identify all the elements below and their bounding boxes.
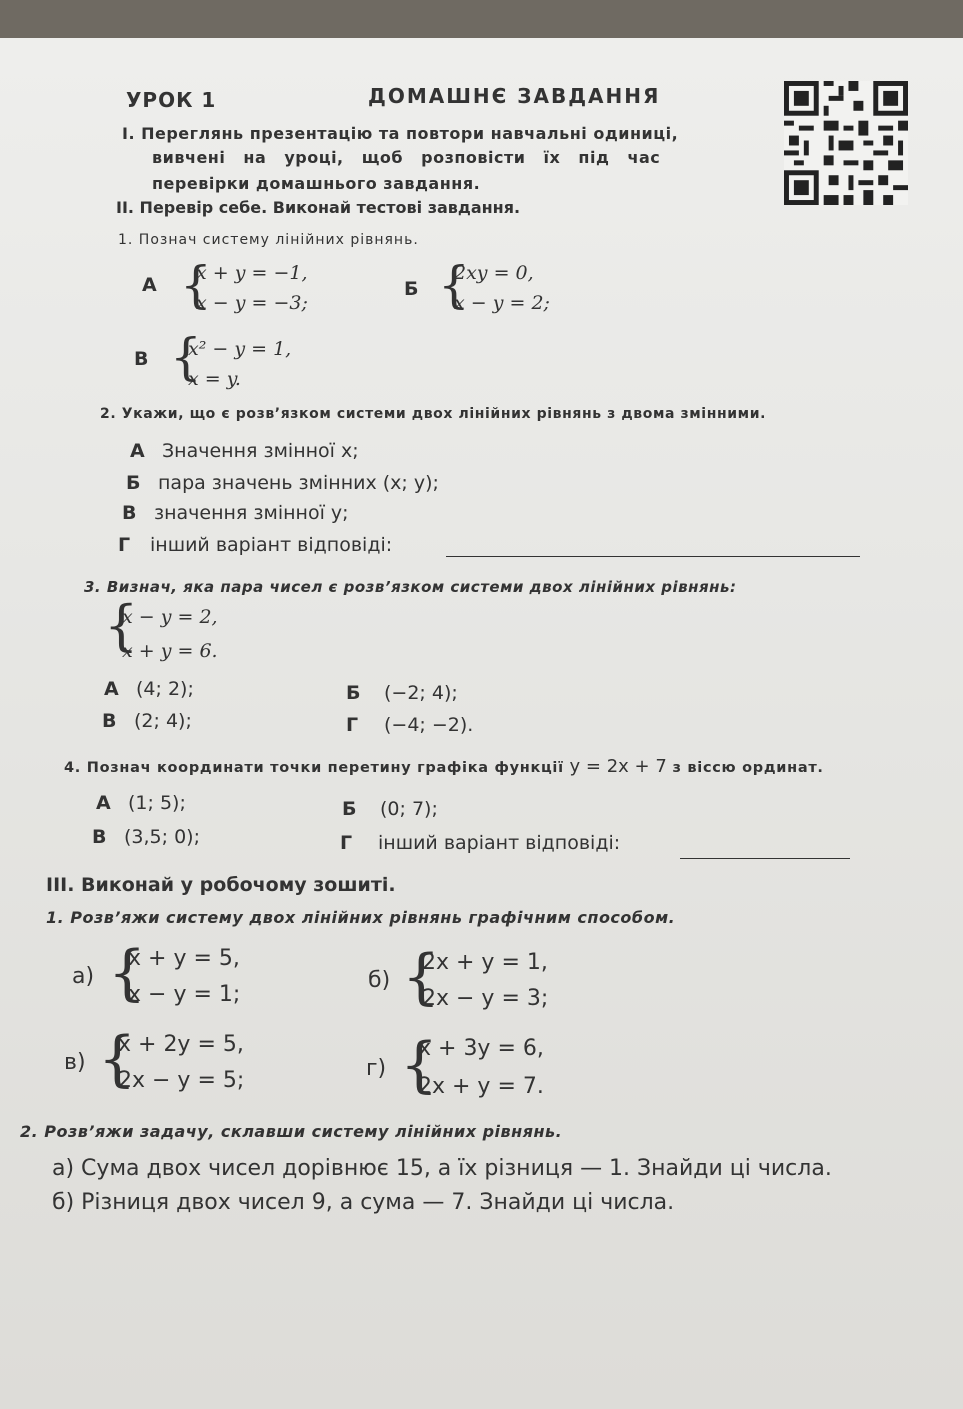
- work1-system-a-label: а): [72, 964, 95, 989]
- work1-system-g-eq2: 2x + y = 7.: [418, 1074, 544, 1099]
- task3-option-v: [102, 710, 192, 732]
- brace: {: [104, 594, 139, 657]
- task1-option-v-eq1: x² − y = 1,: [188, 338, 292, 360]
- task3-option-g: [346, 714, 473, 736]
- section1-line2: вивчені на уроці, щоб розповісти їх під час: [152, 148, 661, 167]
- task4-prompt-end: з віссю ординат.: [672, 760, 824, 776]
- task4-option-b: [342, 798, 438, 820]
- brace: {: [180, 256, 212, 314]
- work2-item-a: а) Сума двох чисел дорівнює 15, а їх різниця — 1. Знайди ці числа.: [52, 1156, 832, 1181]
- work1-system-b-label: б): [368, 968, 391, 993]
- brace: {: [438, 256, 470, 314]
- task4-prompt-start: 4. Познач координати точки перетину графіка функції: [64, 760, 564, 776]
- answer-line[interactable]: [446, 556, 860, 557]
- option-text: Значення змінної x;: [162, 440, 359, 462]
- brace: {: [402, 942, 441, 1012]
- option-text: пара значень змінних (x; y);: [158, 472, 439, 494]
- option-text: (0; 7);: [380, 798, 438, 820]
- task1-option-v-letter: В: [134, 348, 149, 370]
- task4-prompt: [64, 756, 824, 777]
- task3-option-a: [104, 678, 194, 700]
- section2-title: ІІ. Перевір себе. Виконай тестові завдання.: [116, 198, 521, 217]
- answer-line[interactable]: [680, 858, 850, 859]
- task2-option-g: [118, 534, 392, 556]
- option-text: (1; 5);: [128, 792, 186, 814]
- task1-option-b-letter: Б: [404, 278, 419, 300]
- section3-title: ІІІ. Виконай у робочому зошиті.: [46, 874, 396, 896]
- work1-system-g-label: г): [366, 1056, 387, 1081]
- task2-prompt: 2. Укажи, що є розв’язком системи двох лінійних рівнянь з двома змінними.: [100, 406, 767, 422]
- option-letter: Г: [118, 534, 131, 556]
- work1-system-b-eq2: 2x − y = 3;: [422, 986, 549, 1011]
- option-text: інший варіант відповіді:: [378, 832, 621, 854]
- task3-option-b: [346, 682, 458, 704]
- option-letter: В: [122, 502, 137, 524]
- work1-system-a-eq2: x − y = 1;: [128, 982, 241, 1007]
- work2-item-b: б) Різниця двох чисел 9, а сума — 7. Знайди ці числа.: [52, 1190, 675, 1215]
- brace: {: [98, 1024, 137, 1094]
- work2-prompt: 2. Розв’яжи задачу, склавши систему лінійних рівнянь.: [20, 1122, 563, 1141]
- task4-formula: y = 2x + 7: [569, 756, 667, 777]
- work1-system-v-eq2: 2x − y = 5;: [118, 1068, 245, 1093]
- task1-option-a-letter: А: [142, 274, 157, 296]
- lesson-label: УРОК 1: [126, 88, 217, 112]
- option-letter: В: [102, 710, 117, 732]
- option-letter: А: [130, 440, 145, 462]
- option-text: (−2; 4);: [384, 682, 458, 704]
- brace: {: [170, 328, 202, 386]
- option-letter: А: [104, 678, 119, 700]
- section1-line3: перевірки домашнього завдання.: [152, 174, 481, 193]
- option-letter: Г: [340, 832, 353, 854]
- work1-prompt: 1. Розв’яжи систему двох лінійних рівнянь графічним способом.: [46, 908, 676, 927]
- option-letter: В: [92, 826, 107, 848]
- task1-option-b-eq1: 2xy = 0,: [454, 262, 534, 284]
- task4-option-v: [92, 826, 200, 848]
- task1-option-a-eq1: x + y = −1,: [196, 262, 308, 284]
- option-letter: Б: [346, 682, 361, 704]
- option-letter: Б: [342, 798, 357, 820]
- option-letter: Г: [346, 714, 359, 736]
- task1-option-a-eq2: x − y = −3;: [196, 292, 308, 314]
- work1-system-g-eq1: x + 3y = 6,: [418, 1036, 544, 1061]
- task2-option-v: [122, 502, 349, 524]
- task2-option-b: [126, 472, 439, 494]
- brace: {: [400, 1030, 439, 1100]
- task1-prompt: 1. Познач систему лінійних рівнянь.: [118, 232, 419, 248]
- task3-eq1: x − y = 2,: [122, 606, 218, 628]
- option-text: (3,5; 0);: [124, 826, 200, 848]
- option-text: (2; 4);: [134, 710, 192, 732]
- task3-eq2: x + y = 6.: [122, 640, 218, 662]
- section1-line1: І. Переглянь презентацію та повтори навчальні одиниці,: [122, 124, 679, 143]
- option-letter: А: [96, 792, 111, 814]
- option-text: (4; 2);: [136, 678, 194, 700]
- task4-option-g: [340, 832, 620, 854]
- work1-system-v-eq1: x + 2y = 5,: [118, 1032, 244, 1057]
- task4-option-a: [96, 792, 186, 814]
- page-title: ДОМАШНЄ ЗАВДАННЯ: [368, 84, 661, 108]
- task2-option-a: [130, 440, 359, 462]
- task1-option-b-eq2: x − y = 2;: [454, 292, 550, 314]
- qr-code: [784, 78, 908, 208]
- work1-system-b-eq1: 2x + y = 1,: [422, 950, 548, 975]
- task3-prompt: 3. Визнач, яка пара чисел є розв’язком системи двох лінійних рівнянь:: [84, 578, 737, 596]
- task1-option-v-eq2: x = y.: [188, 368, 241, 390]
- work1-system-v-label: в): [64, 1050, 86, 1075]
- option-text: інший варіант відповіді:: [150, 534, 393, 556]
- work1-system-a-eq1: x + y = 5,: [128, 946, 240, 971]
- option-text: (−4; −2).: [384, 714, 474, 736]
- option-text: значення змінної y;: [154, 502, 349, 524]
- brace: {: [108, 938, 147, 1008]
- option-letter: Б: [126, 472, 141, 494]
